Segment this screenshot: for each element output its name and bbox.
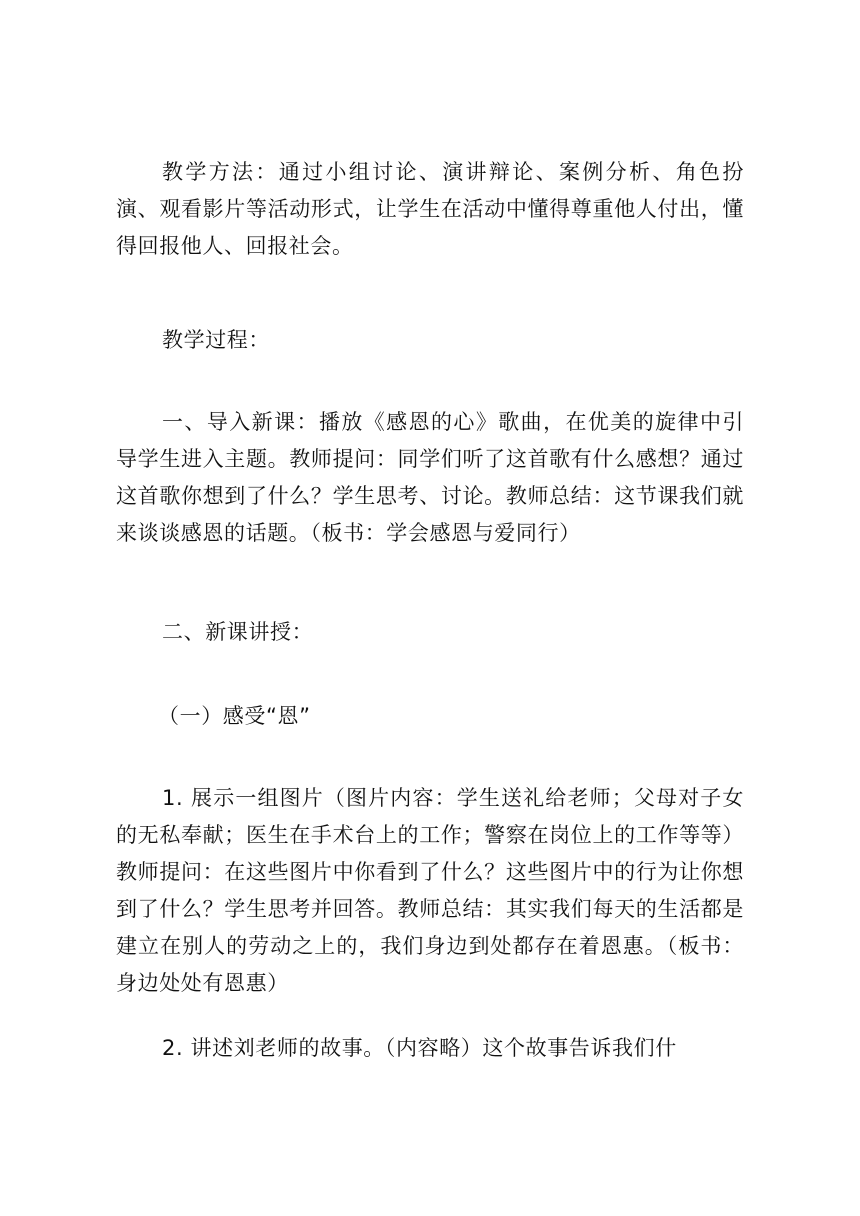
teaching-process-heading: 教学过程：: [162, 328, 270, 352]
subsection-feel-grace-heading: （一）感受“恩”: [158, 704, 311, 728]
teaching-methods-paragraph: 教学方法：通过小组讨论、演讲辩论、案例分析、角色扮演、观看影片等活动形式，让学生在活动中懂得尊重他人付出，懂得回报他人、回报社会。: [116, 160, 744, 258]
section-intro-paragraph: 一、导入新课：播放《感恩的心》歌曲，在优美的旋律中引导学生进入主题。教师提问：同学们听了这首歌有什么感想？通过这首歌你想到了什么？学生思考、讨论。教师总结：这节课我们就来谈谈感恩的话题。（板书：学会感恩与爱同行）: [116, 410, 744, 545]
section-new-lesson-heading: 二、新课讲授：: [162, 620, 314, 644]
list-item-1-paragraph: 1. 展示一组图片（图片内容：学生送礼给老师；父母对子女的无私奉献；医生在手术台上的工作；警察在岗位上的工作等等）教师提问：在这些图片中你看到了什么？这些图片中的行为让你想到了什么？学生思考并回答。教师总结：其实我们每天的生活都是建立在别人的劳动之上的，我们身边到处都存在着恩惠。（板书：身边处处有恩惠）: [116, 786, 744, 995]
list-item-2-paragraph: 2. 讲述刘老师的故事。（内容略）这个故事告诉我们什: [162, 1036, 677, 1060]
